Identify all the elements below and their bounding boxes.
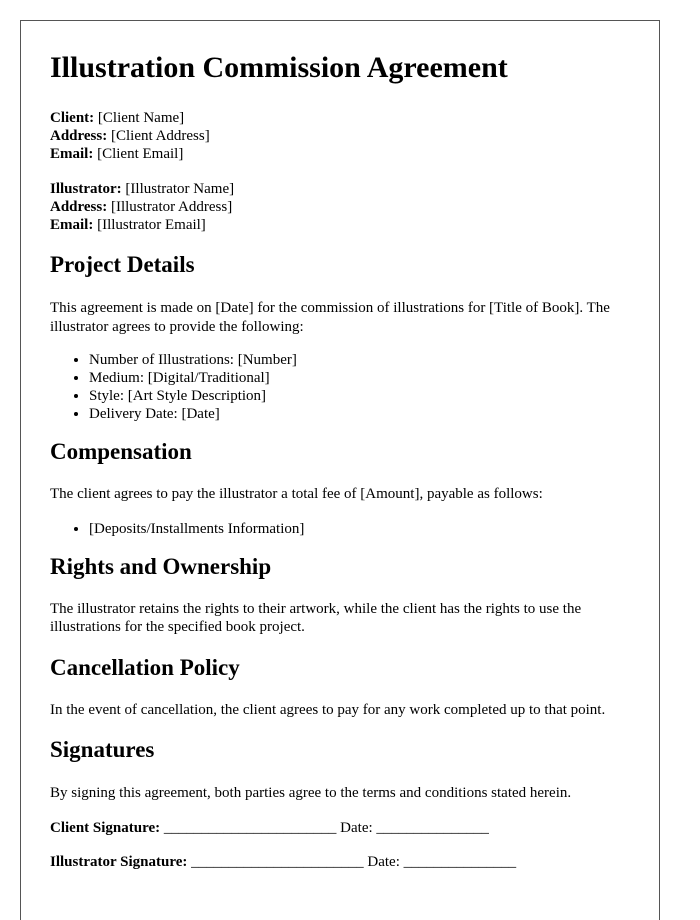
client-name-value: [Client Name] [97, 110, 185, 126]
illustrator-name-line [50, 180, 630, 198]
rights-section [50, 553, 630, 637]
client-address-line [50, 127, 630, 145]
illustrator-signature-label: Illustrator Signature: [50, 853, 188, 870]
client-email-value: [Client Email] [97, 146, 184, 162]
project-details-section [50, 251, 630, 423]
signatures-section [50, 736, 630, 871]
signatures-intro: By signing this agreement, both parties agree to the terms and conditions stated herein. [50, 785, 572, 801]
cancellation-text: In the event of cancellation, the client agrees to pay for any work completed up to that point. [50, 701, 606, 718]
rights-heading: Rights and Ownership [50, 553, 272, 579]
illustrator-address-value: [Illustrator Address] [110, 199, 233, 215]
compensation-heading: Compensation [50, 439, 192, 464]
list-item: • [Deposits/Installments Information] [89, 520, 630, 538]
signatures-heading: Signatures [50, 737, 155, 762]
illustrator-signature-blank: _______________________ Date: _______________ [187, 853, 517, 870]
client-signature-line [50, 819, 630, 837]
rights-text: The illustrator retains the rights to their artwork, while the client has the rights to use the illustrations for the specified book project. [50, 600, 582, 635]
list-item: • Number of Illustrations: [Number] [89, 351, 630, 369]
list-item: • Medium: [Digital/Traditional] [89, 369, 630, 387]
client-email-line [50, 145, 630, 163]
illustrator-email-label: Email: [50, 217, 94, 233]
illustrator-signature-line [50, 853, 630, 871]
compensation-section [50, 438, 630, 538]
client-email-label: Email: [50, 146, 94, 162]
agreement-document [20, 20, 660, 920]
compensation-list [50, 520, 630, 538]
illustrator-address-line [50, 198, 630, 216]
cancellation-section [50, 654, 630, 720]
illustrator-email-value: [Illustrator Email] [97, 217, 206, 233]
client-signature-blank: _______________________ Date: _______________ [160, 819, 489, 836]
compensation-text: The client agrees to pay the illustrator a total fee of [Amount], payable as follows: [50, 486, 543, 502]
client-name-label: Client: [50, 110, 95, 126]
client-address-label: Address: [50, 128, 108, 144]
list-item: • Delivery Date: [Date] [89, 405, 630, 423]
illustrator-address-label: Address: [50, 199, 108, 215]
project-details-heading: Project Details [50, 252, 195, 277]
project-details-list [50, 351, 630, 423]
client-name-line [50, 109, 630, 127]
illustrator-name-value: [Illustrator Name] [125, 181, 235, 197]
client-address-value: [Client Address] [110, 128, 210, 144]
client-signature-label: Client Signature: [50, 819, 161, 836]
illustrator-name-label: Illustrator: [50, 181, 122, 197]
list-item: • Style: [Art Style Description] [89, 387, 630, 405]
client-info [50, 109, 630, 163]
cancellation-heading: Cancellation Policy [50, 654, 240, 680]
document-title: Illustration Commission Agreement [50, 51, 508, 84]
project-details-intro: This agreement is made on [Date] for the commission of illustrations for [Title of Book]. The illustrator agrees to provide the following: [50, 300, 610, 335]
illustrator-info [50, 180, 630, 234]
illustrator-email-line [50, 216, 630, 234]
